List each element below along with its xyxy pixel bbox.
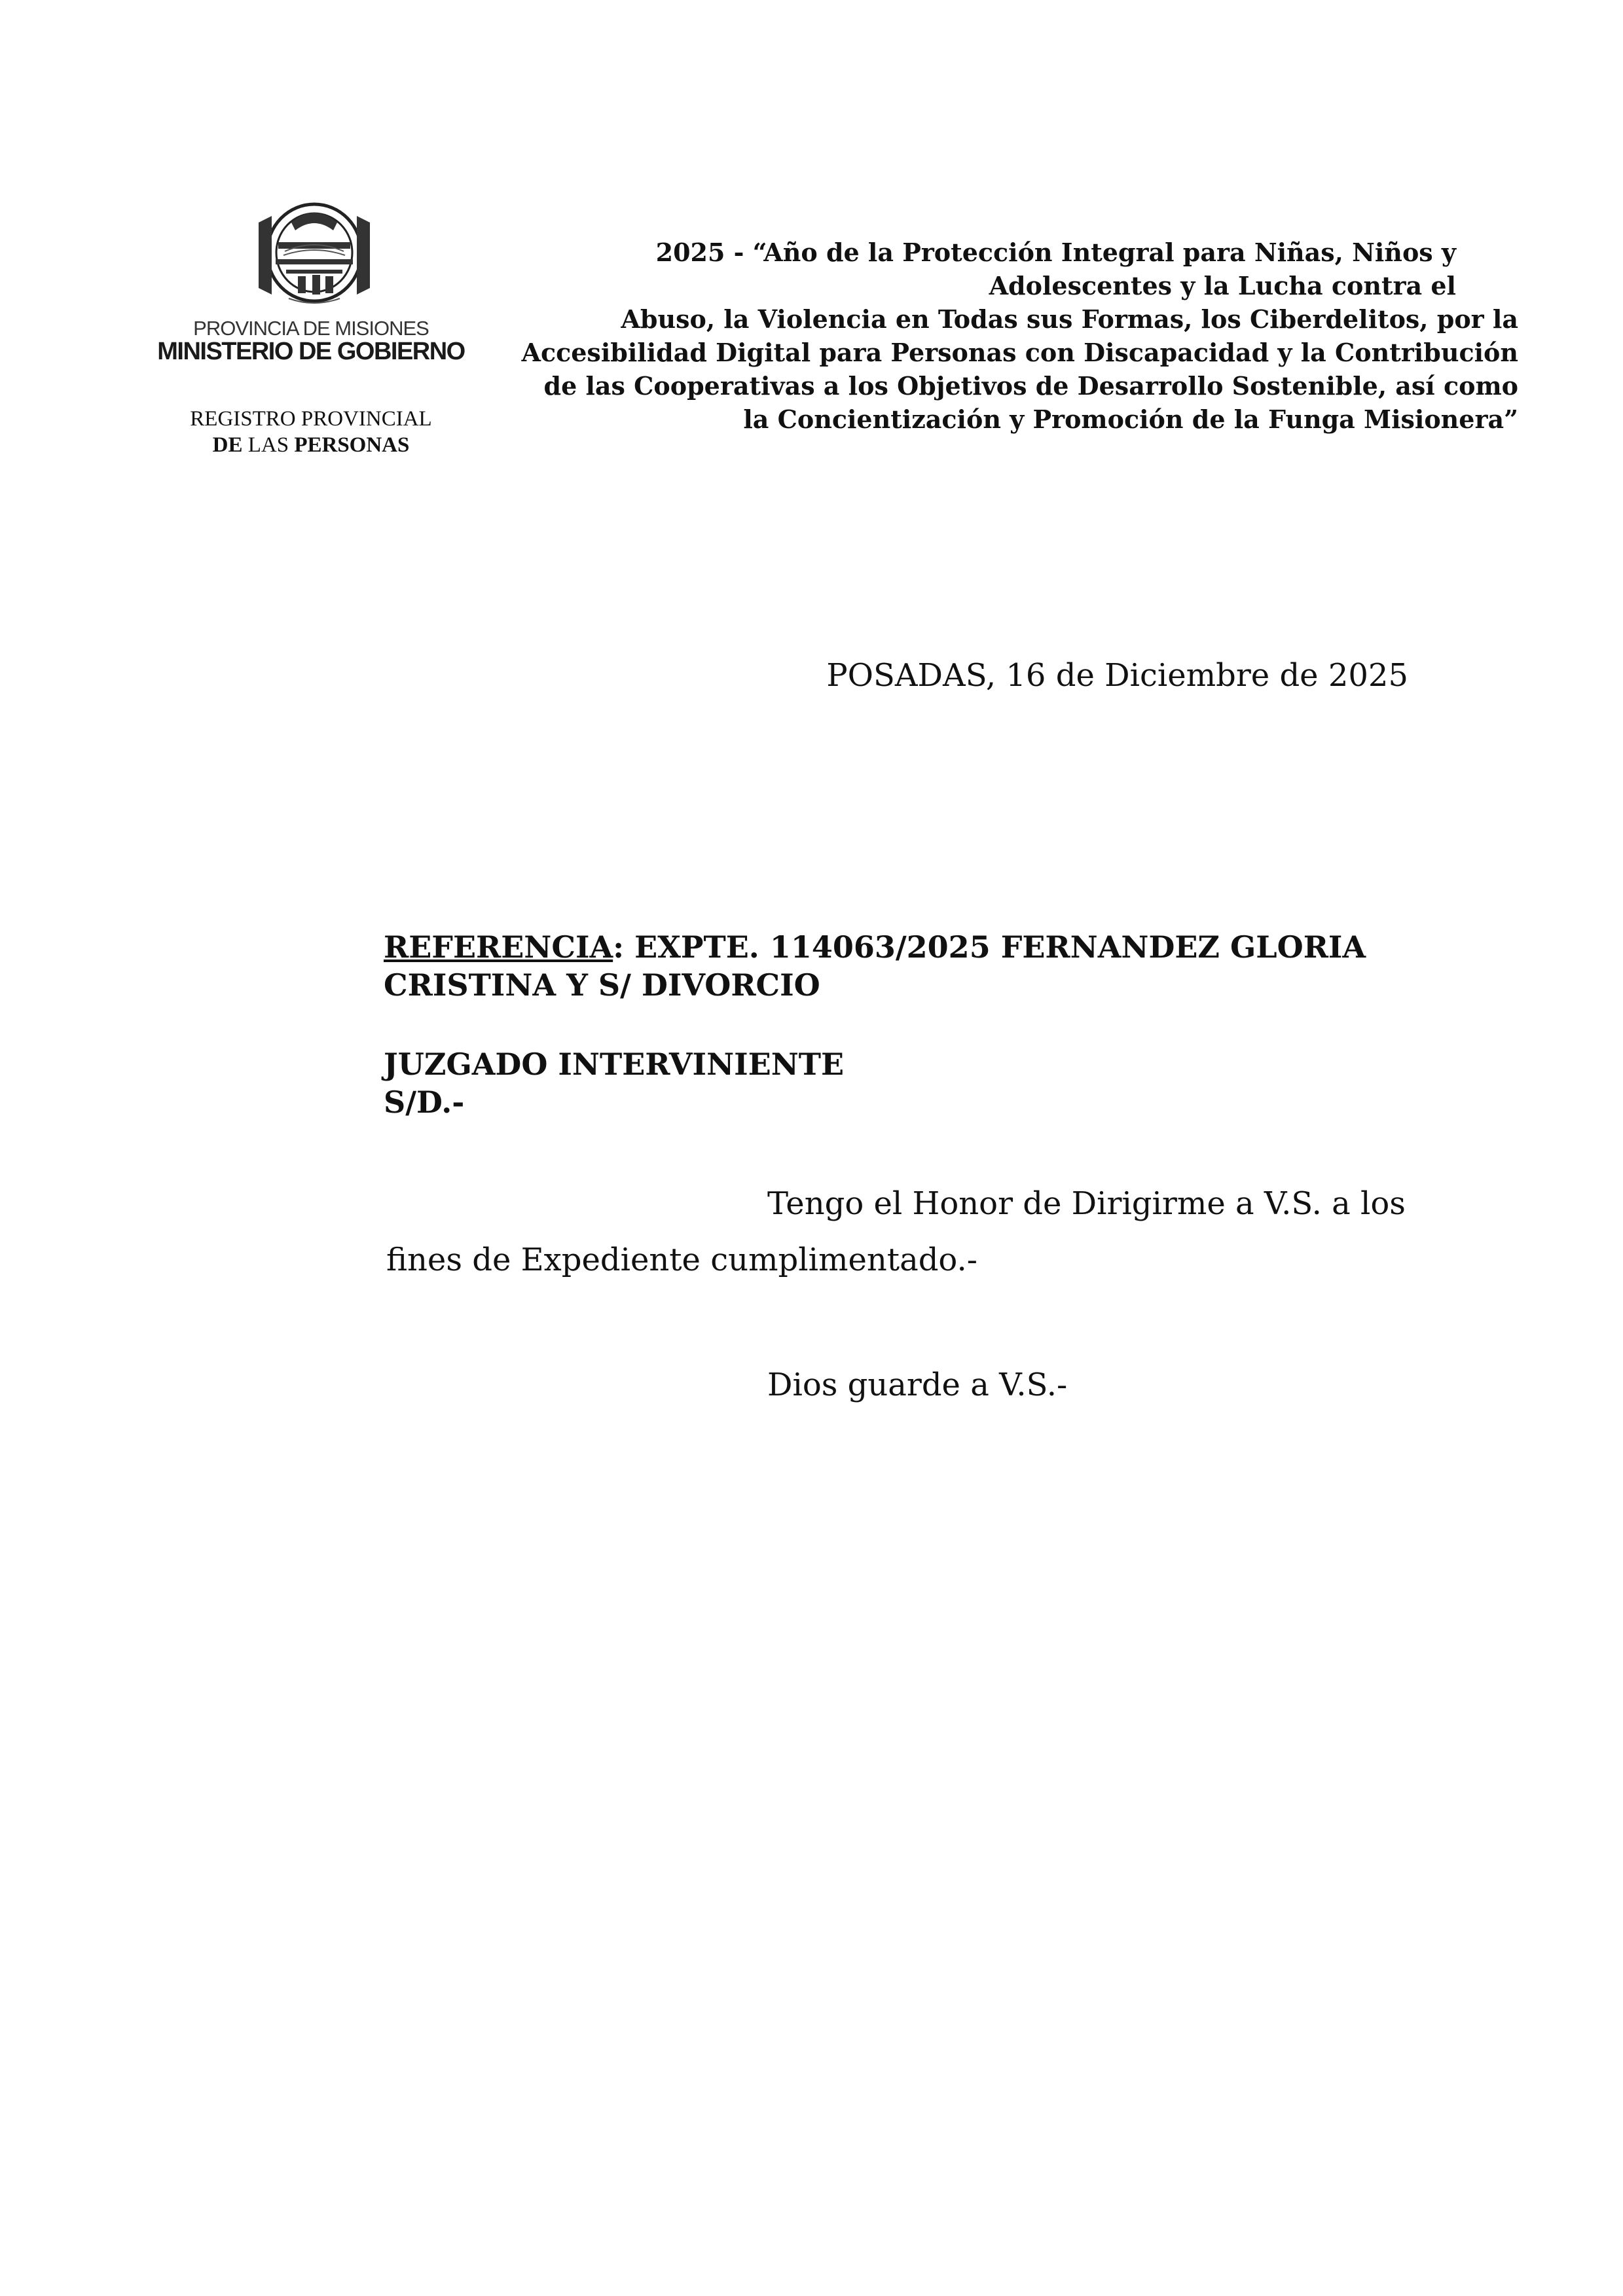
motto-line: 2025 - “Año de la Protección Integral para Niñas, Niños y (655, 238, 1456, 267)
recipient-sd: S/D.- (384, 1085, 465, 1120)
letter-date: POSADAS, 16 de Diciembre de 2025 (826, 657, 1408, 694)
motto-line: Abuso, la Violencia en Todas sus Formas, los Ciberdelitos, por la (621, 304, 1518, 334)
reference-text: : EXPTE. 114063/2025 FERNANDEZ GLORIA CRISTINA Y S/ DIVORCIO (384, 929, 1366, 1003)
closing-salutation: Dios guarde a V.S.- (767, 1367, 1068, 1403)
motto-line: Adolescentes y la Lucha contra el (989, 271, 1456, 300)
registry-name-line1: REGISTRO PROVINCIAL (190, 407, 432, 431)
registry-name-line2 (157, 432, 465, 458)
registry-personas: PERSONAS (294, 433, 410, 457)
recipient-court: JUZGADO INTERVINIENTE (384, 1047, 845, 1082)
motto-line: la Concientización y Promoción de la Funga Misionera” (743, 404, 1518, 434)
body-paragraph-line2: fines de Expediente cumplimentado.- (386, 1242, 977, 1278)
registry-las: LAS (242, 433, 295, 457)
body-paragraph-line1: Tengo el Honor de Dirigirme a V.S. a los (767, 1185, 1406, 1222)
province-name: PROVINCIA DE MISIONES (193, 317, 429, 340)
ministry-name: MINISTERIO DE GOBIERNO (157, 338, 465, 365)
official-year-motto (471, 236, 1518, 436)
registry-de: DE (212, 433, 243, 457)
motto-line: de las Cooperativas a los Objetivos de Desarrollo Sostenible, así como (543, 371, 1518, 401)
motto-line: Accesibilidad Digital para Personas con Discapacidad y la Contribución (521, 338, 1518, 367)
reference-block (384, 928, 1431, 1004)
coat-of-arms-icon (252, 196, 376, 312)
recipient-block (384, 1045, 844, 1121)
reference-label: REFERENCIA (384, 929, 613, 965)
